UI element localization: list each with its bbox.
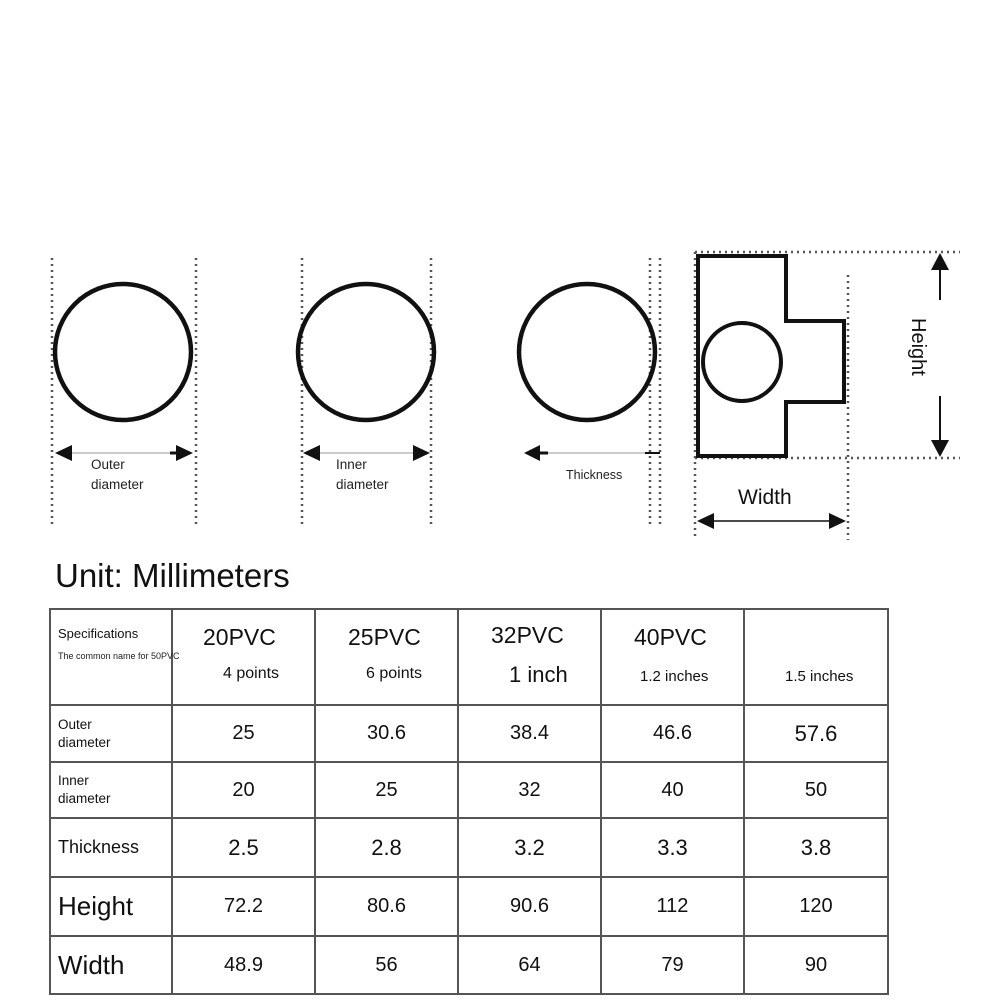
unit-title: Unit: Millimeters	[55, 557, 290, 594]
outer-diameter-label-line2: diameter	[91, 477, 144, 492]
arrow-up-icon	[931, 253, 949, 270]
row-label: Inner diameter	[50, 762, 172, 818]
inner-diameter-figure	[298, 258, 434, 525]
arrow-right-icon	[413, 445, 430, 461]
thickness-figure	[519, 258, 660, 525]
table-cell: 38.4	[458, 705, 601, 762]
pipe-inner-circle	[298, 284, 434, 420]
table-cell: 90	[744, 936, 888, 994]
column-subtitle: 1.2 inches	[640, 668, 709, 685]
column-header-50pvc	[744, 609, 888, 705]
table-row-width	[50, 936, 888, 994]
height-label: Height	[907, 318, 929, 376]
tee-fitting-figure	[695, 252, 960, 540]
table-cell: 48.9	[172, 936, 315, 994]
arrow-left-icon	[55, 445, 72, 461]
table-row-outer-diameter	[50, 705, 888, 762]
table-row-inner-diameter	[50, 762, 888, 818]
row-label: Thickness	[50, 818, 172, 877]
column-name: 20PVC	[203, 624, 276, 650]
column-subtitle: 1 inch	[509, 662, 568, 687]
column-name: 40PVC	[634, 624, 707, 650]
row-label: Height	[50, 877, 172, 936]
spec-table-container	[49, 608, 887, 993]
column-name: 25PVC	[348, 624, 421, 650]
column-name: 32PVC	[491, 622, 564, 648]
table-cell: 20	[172, 762, 315, 818]
column-subtitle: 4 points	[223, 665, 280, 682]
table-cell: 64	[458, 936, 601, 994]
table-cell: 120	[744, 877, 888, 936]
thickness-label: Thickness	[566, 468, 623, 482]
table-cell: 25	[315, 762, 458, 818]
table-cell: 80.6	[315, 877, 458, 936]
pipe-thickness-circle	[519, 284, 655, 420]
table-cell: 32	[458, 762, 601, 818]
table-cell: 46.6	[601, 705, 744, 762]
outer-diameter-label-line1: Outer	[91, 457, 125, 472]
arrow-left-icon	[697, 513, 714, 529]
tee-fitting-bore-circle	[703, 323, 781, 401]
table-cell: 40	[601, 762, 744, 818]
column-header-25pvc	[315, 609, 458, 705]
arrow-left-icon	[303, 445, 320, 461]
table-cell: 79	[601, 936, 744, 994]
table-cell: 3.8	[744, 818, 888, 877]
table-cell: 112	[601, 877, 744, 936]
table-row-height	[50, 877, 888, 936]
table-header-row	[50, 609, 888, 705]
width-label: Width	[738, 486, 792, 509]
column-header-20pvc	[172, 609, 315, 705]
inner-diameter-label-line1: Inner	[336, 457, 367, 472]
table-cell: 57.6	[744, 705, 888, 762]
table-cell: 25	[172, 705, 315, 762]
table-cell: 3.2	[458, 818, 601, 877]
row-label: Width	[50, 936, 172, 994]
column-header-40pvc	[601, 609, 744, 705]
arrow-left-icon	[524, 445, 540, 461]
table-cell: 50	[744, 762, 888, 818]
arrow-right-icon	[829, 513, 846, 529]
inner-diameter-label-line2: diameter	[336, 477, 389, 492]
pipe-outer-circle	[55, 284, 191, 420]
table-cell: 3.3	[601, 818, 744, 877]
row-label: Outer diameter	[50, 705, 172, 762]
table-cell: 90.6	[458, 877, 601, 936]
table-row-thickness	[50, 818, 888, 877]
table-cell: 2.8	[315, 818, 458, 877]
spec-note: The common name for 50PVC	[58, 651, 180, 661]
table-cell: 56	[315, 936, 458, 994]
arrow-down-icon	[931, 440, 949, 457]
table-cell: 72.2	[172, 877, 315, 936]
table-cell: 30.6	[315, 705, 458, 762]
column-header-32pvc	[458, 609, 601, 705]
outer-diameter-figure	[52, 258, 196, 525]
tee-fitting-outline	[698, 256, 844, 456]
spec-header-cell	[50, 609, 180, 705]
table-cell: 2.5	[172, 818, 315, 877]
spec-table	[49, 608, 889, 995]
column-subtitle: 6 points	[366, 665, 423, 682]
spec-label: Specifications	[58, 626, 139, 641]
column-subtitle: 1.5 inches	[785, 668, 854, 685]
